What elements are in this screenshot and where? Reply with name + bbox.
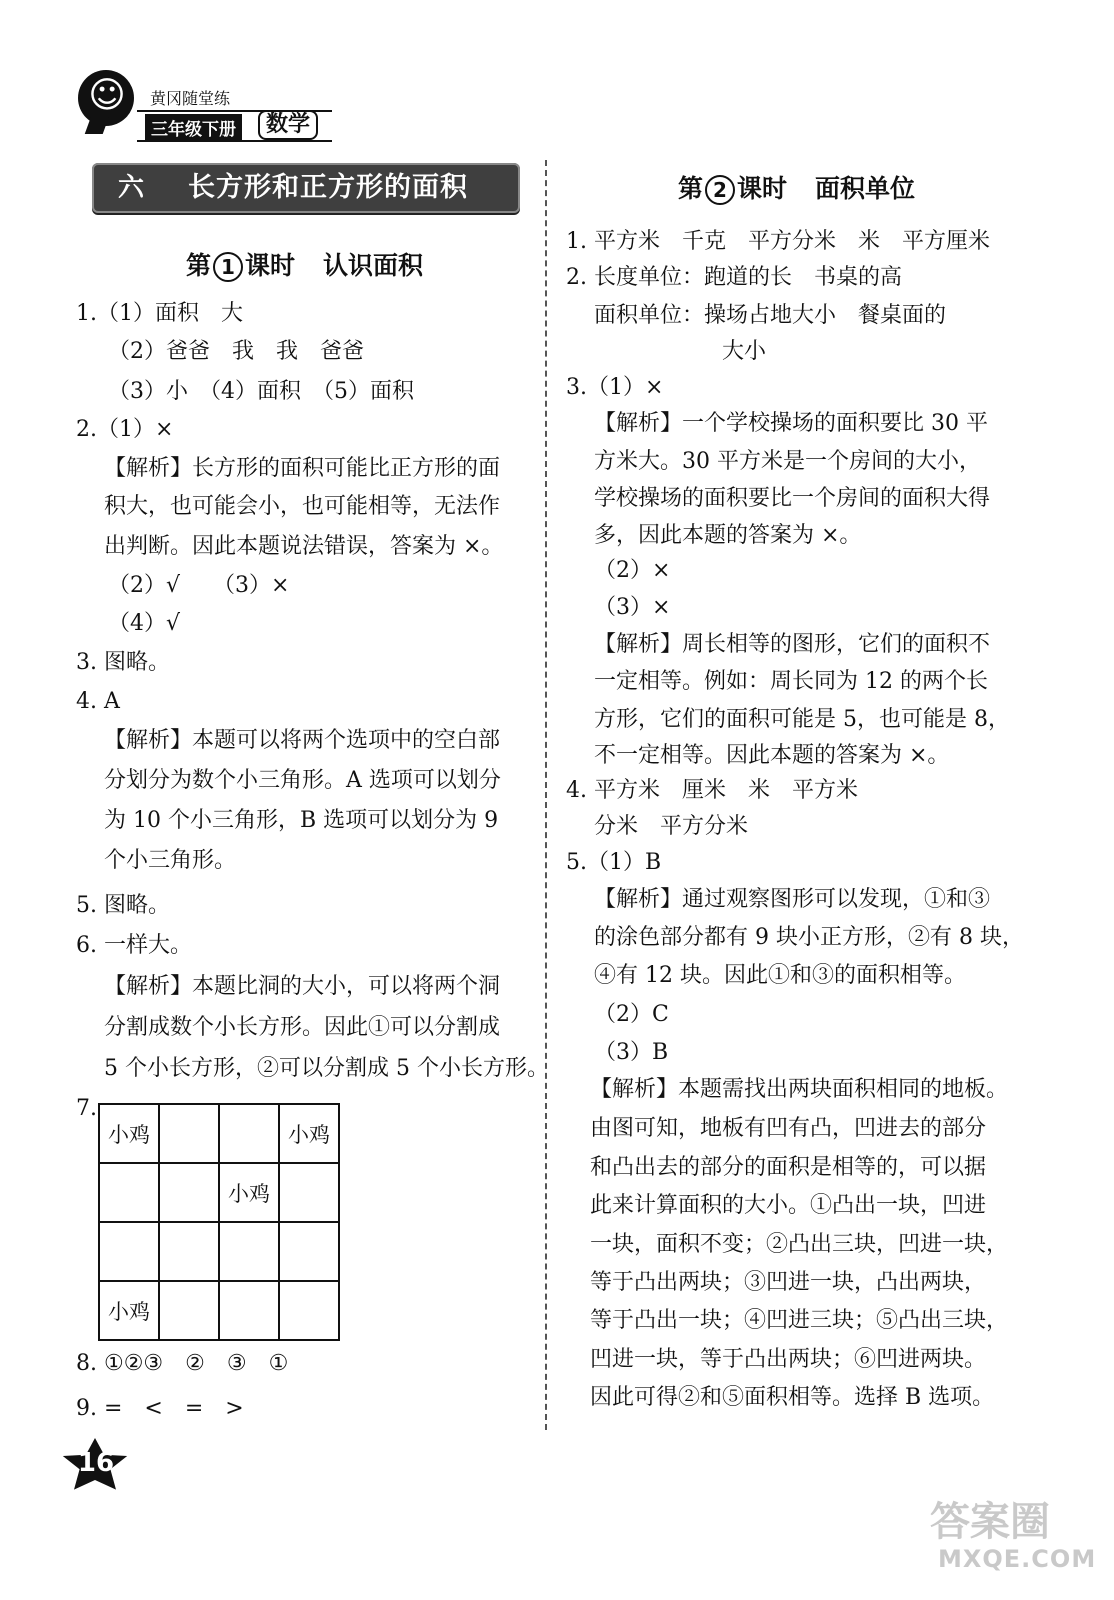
answer-line: 2.（1）× [76, 417, 174, 442]
analysis-line: 一块，面积不变；②凸出三块，凹进一块， [590, 1232, 1009, 1257]
grid-cell [219, 1222, 279, 1281]
answer-line: （2）× [594, 558, 671, 583]
grid-cell [159, 1222, 219, 1281]
grid-cell [279, 1163, 339, 1222]
smiley-face-icon: ☺ [88, 75, 126, 116]
analysis-line: 多，因此本题的答案为 ×。 [594, 523, 862, 548]
analysis-line: 由图可知，地板有凹有凸，凹进去的部分 [590, 1116, 987, 1141]
grid-cell [159, 1163, 219, 1222]
answer-line: （2）爸爸 我 我 爸爸 [108, 339, 364, 364]
lesson-1-heading [186, 246, 423, 282]
analysis-line: 此来计算面积的大小。①凸出一块，凹进 [590, 1193, 987, 1218]
analysis-line: 出判断。因此本题说法错误，答案为 ×。 [104, 534, 504, 559]
answer-line: 6. 一样大。 [76, 933, 192, 958]
grid-cell [219, 1104, 279, 1163]
lesson-suffix: 课时 [737, 174, 788, 203]
answer-line: 3. 图略。 [76, 650, 170, 675]
answer-line: 2. 长度单位：跑道的长 书桌的高 [566, 265, 902, 290]
analysis-line: 等于凸出两块；③凹进一块，凸出两块， [590, 1270, 987, 1295]
answer-line: 1.（1）面积 大 [76, 301, 243, 326]
analysis-line: 方米大。30 平方米是一个房间的大小， [594, 449, 981, 474]
grid-cell [279, 1281, 339, 1340]
answer-line: 4. 平方米 厘米 米 平方米 [566, 778, 858, 803]
analysis-line: 不一定相等。因此本题的答案为 ×。 [594, 743, 950, 768]
subject-label: 数学 [258, 110, 318, 140]
answer-line: （4）√ [108, 611, 181, 636]
grid-cell [99, 1222, 159, 1281]
analysis-line: 【解析】通过观察图形可以发现，①和③ [594, 887, 991, 912]
answer-line: （3）小 （4）面积 （5）面积 [108, 379, 414, 404]
question-7-label: 7. [76, 1096, 97, 1121]
watermark-logo: 答案圈 [930, 1499, 1050, 1545]
grade-label: 三年级下册 [145, 114, 242, 141]
answer-line: （2）√ （3）× [108, 573, 290, 598]
chick-grid [98, 1103, 340, 1341]
analysis-line: 一定相等。例如：周长同为 12 的两个长 [594, 669, 988, 694]
analysis-line: 【解析】本题可以将两个选项中的空白部 [104, 728, 501, 753]
answer-line-q8: 8. ①②③ ② ③ ① [76, 1351, 289, 1376]
analysis-line: 凹进一块，等于凸出两块；⑥凹进两块。 [590, 1347, 987, 1372]
column-divider [545, 160, 547, 1430]
lesson-title: 认识面积 [323, 251, 424, 280]
grid-cell: 小鸡 [99, 1281, 159, 1340]
lesson-number: 2 [705, 175, 735, 205]
grid-cell: 小鸡 [219, 1163, 279, 1222]
chapter-number: 六 [118, 173, 145, 203]
analysis-line: 分割成数个小长方形。因此①可以分割成 [104, 1015, 501, 1040]
lesson-title: 面积单位 [815, 174, 916, 203]
lesson-prefix: 第 [678, 174, 704, 203]
page-number: 16 [77, 1448, 115, 1478]
answer-line: 面积单位：操场占地大小 餐桌面的 [594, 303, 947, 328]
answer-line: 5.（1）B [566, 850, 662, 875]
analysis-line: 等于凸出一块；④凹进三块；⑤凸出三块， [590, 1308, 1009, 1333]
answer-line: 5. 图略。 [76, 893, 170, 918]
answer-line: 4. A [76, 689, 120, 714]
analysis-line: 【解析】周长相等的图形，它们的面积不 [594, 632, 991, 657]
analysis-line: ④有 12 块。因此①和③的面积相等。 [594, 963, 966, 988]
grid-cell [279, 1222, 339, 1281]
analysis-line: 和凸出去的部分的面积是相等的，可以据 [590, 1155, 987, 1180]
answer-line: 1. 平方米 千克 平方分米 米 平方厘米 [566, 229, 990, 254]
chapter-title: 长方形和正方形的面积 [188, 172, 468, 203]
grid-cell [159, 1104, 219, 1163]
answer-line: 大小 [722, 339, 767, 364]
watermark-url: MXQE.COM [938, 1545, 1097, 1573]
grid-cell: 小鸡 [99, 1104, 159, 1163]
answer-line-q9: 9. = < = > [76, 1396, 244, 1421]
lesson-suffix: 课时 [245, 251, 296, 280]
analysis-line: 个小三角形。 [104, 848, 237, 873]
answer-line: （3）B [594, 1040, 669, 1065]
analysis-line: 【解析】本题需找出两块面积相同的地板。 [590, 1077, 1009, 1102]
analysis-line: 学校操场的面积要比一个房间的面积大得 [594, 486, 991, 511]
answer-line: （3）× [594, 595, 671, 620]
grid-cell [219, 1281, 279, 1340]
answer-line: 分米 平方分米 [594, 814, 749, 839]
grid-cell: 小鸡 [279, 1104, 339, 1163]
lesson-number: 1 [213, 252, 243, 282]
analysis-line: 【解析】一个学校操场的面积要比 30 平 [594, 411, 988, 436]
analysis-line: 【解析】长方形的面积可能比正方形的面 [104, 456, 501, 481]
analysis-line: 【解析】本题比洞的大小，可以将两个洞 [104, 974, 501, 999]
grid-cell [159, 1281, 219, 1340]
brand-name: 黄冈随堂练 [150, 89, 231, 108]
analysis-line: 分划分为数个小三角形。A 选项可以划分 [104, 768, 501, 793]
analysis-line: 方形，它们的面积可能是 5，也可能是 8， [594, 707, 1010, 732]
analysis-line: 因此可得②和⑤面积相等。选择 B 选项。 [590, 1385, 995, 1410]
grid-cell [99, 1163, 159, 1222]
answer-line: 3.（1）× [566, 375, 664, 400]
analysis-line: 积大，也可能会小，也可能相等，无法作 [104, 494, 501, 519]
analysis-line: 的涂色部分都有 9 块小正方形，②有 8 块， [594, 925, 1024, 950]
lesson-2-heading [678, 169, 915, 205]
analysis-line: 5 个小长方形，②可以分割成 5 个小长方形。 [104, 1056, 549, 1081]
analysis-line: 为 10 个小三角形，B 选项可以划分为 9 [104, 808, 499, 833]
answer-line: （2）C [594, 1002, 669, 1027]
lesson-prefix: 第 [186, 251, 212, 280]
